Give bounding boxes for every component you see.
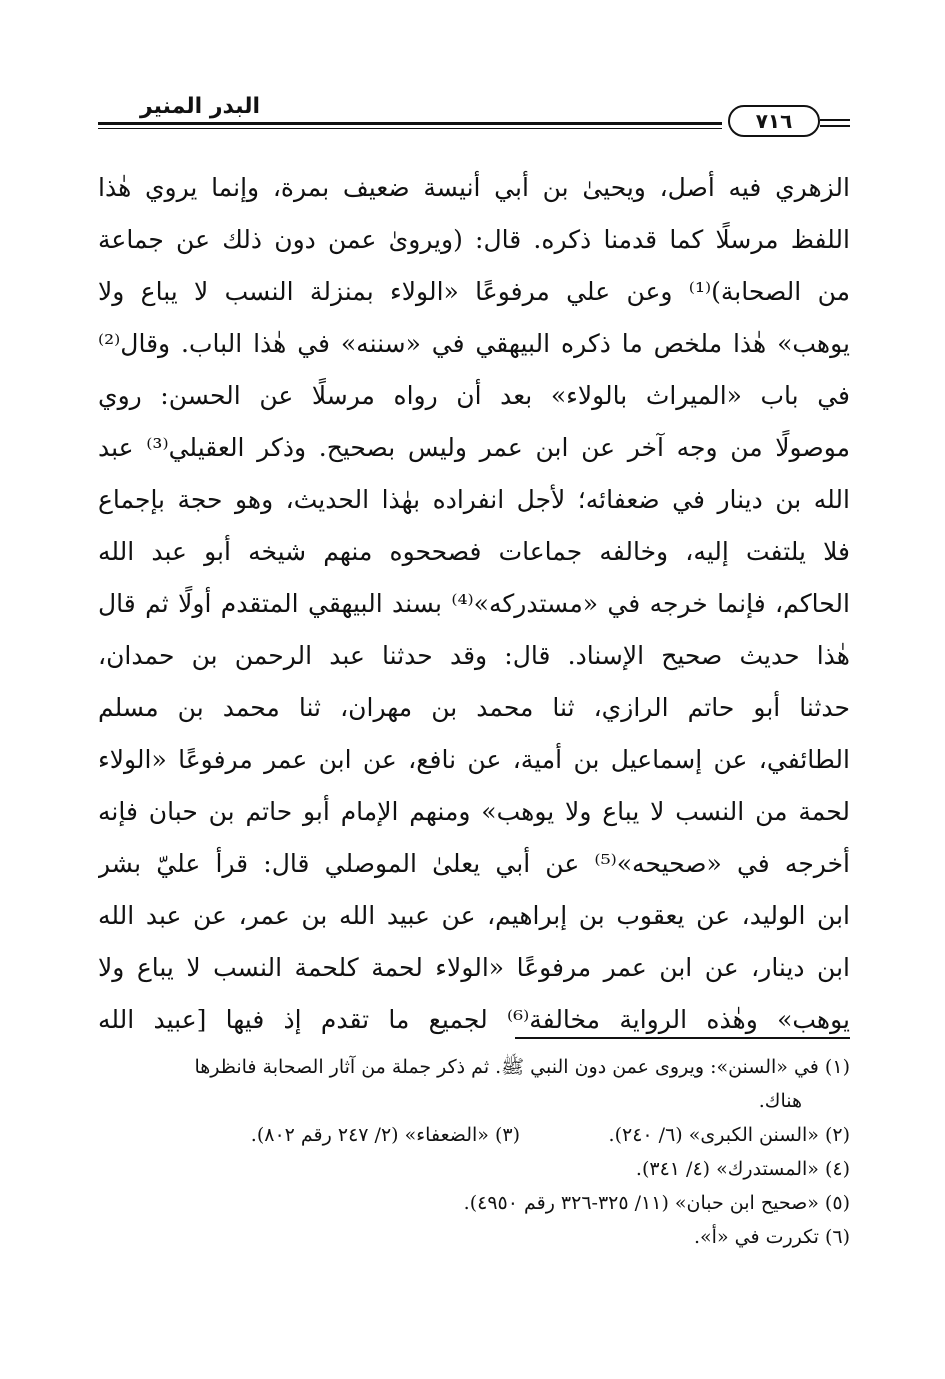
text-line: في باب «الميراث بالولاء» بعد أن رواه مرسلًا عن الحسن: روي <box>98 381 850 410</box>
footnote-separator <box>515 1037 850 1039</box>
text-line: أخرجه في «صحيحه»⁽⁵⁾ عن أبي يعلىٰ الموصلي قال: قرأ عليّ بشر <box>98 849 850 878</box>
footnote-4: (٤) «المستدرك» (٤/ ٣٤١). <box>635 1158 850 1180</box>
text-line: موصولًا من وجه آخر عن ابن عمر وليس بصحيح. وذكر العقيلي⁽³⁾ عبد <box>98 433 850 462</box>
main-text <box>98 162 850 1046</box>
footnotes <box>98 1050 850 1254</box>
footnote-6: (٦) تكررت في «أ». <box>694 1226 850 1248</box>
text-line: الطائفي، عن إسماعيل بن أمية، عن نافع، عن ابن عمر مرفوعًا «الولاء <box>98 745 850 774</box>
header-rule-tail <box>820 125 850 127</box>
footnote-row <box>98 1118 850 1152</box>
text-line: اللفظ مرسلًا كما قدمنا ذكره. قال: (ويروىٰ عمن دون ذلك عن جماعة <box>98 225 850 254</box>
text-line: ابن دينار، عن ابن عمر مرفوعًا «الولاء لحمة كلحمة النسب لا يباع ولا <box>98 953 850 982</box>
footnote-3: (٣) «الضعفاء» (٢/ ٢٤٧ رقم ٨٠٢). <box>250 1124 520 1146</box>
running-title: البدر المنير <box>140 94 261 119</box>
footnote-2: (٢) «السنن الكبرى» (٦/ ٢٤٠). <box>608 1124 850 1146</box>
text-line: الله بن دينار في ضعفائه؛ لأجل انفراده بهٰذا الحديث، وهو حجة بإجماع <box>98 485 850 514</box>
header-rule-tail <box>820 119 850 121</box>
text-line: لحمة من النسب لا يباع ولا يوهب» ومنهم الإمام أبو حاتم بن حبان فإنه <box>98 797 850 826</box>
text-line: حدثنا أبو حاتم الرازي، ثنا محمد بن مهران، ثنا محمد بن مسلم <box>98 693 850 722</box>
text-line: يوهب» هٰذا ملخص ما ذكره البيهقي في «سننه» في هٰذا الباب. وقال⁽²⁾ <box>98 329 850 358</box>
text-line: ابن الوليد، عن يعقوب بن إبراهيم، عن عبيد الله بن عمر، عن عبد الله <box>98 901 850 930</box>
footnote-1-continuation: هناك. <box>758 1090 802 1112</box>
text-line: هٰذا حديث صحيح الإسناد. قال: وقد حدثنا عبد الرحمن بن حمدان، <box>98 641 850 670</box>
footnote-1: (١) في «السنن»: ويروى عمن دون النبي ﷺ. ثم ذكر جملة من آثار الصحابة فانظرها <box>194 1056 850 1078</box>
text-line: الزهري فيه أصل، ويحيىٰ بن أبي أنيسة ضعيف بمرة، وإنما يروي هٰذا <box>98 173 850 202</box>
page-header <box>98 92 850 142</box>
text-line: يوهب» وهٰذه الرواية مخالفة⁽⁶⁾ لجميع ما تقدم إذ فيها [عبيد الله <box>98 1005 850 1034</box>
text-line: الحاكم، فإنما خرجه في «مستدركه»⁽⁴⁾ بسند البيهقي المتقدم أولًا ثم قال <box>98 589 850 618</box>
page-number: ٧١٦ <box>728 105 820 137</box>
footnote-5: (٥) «صحيح ابن حبان» (١١/ ٣٢٥-٣٢٦ رقم ٤٩٥٠). <box>463 1192 850 1214</box>
header-rule <box>98 122 722 125</box>
text-line: من الصحابة)⁽¹⁾ وعن علي مرفوعًا «الولاء بمنزلة النسب لا يباع ولا <box>98 277 850 306</box>
header-rule-thin <box>98 128 722 129</box>
text-line: فلا يلتفت إليه، وخالفه جماعات فصححوه منهم شيخه أبو عبد الله <box>98 537 850 566</box>
